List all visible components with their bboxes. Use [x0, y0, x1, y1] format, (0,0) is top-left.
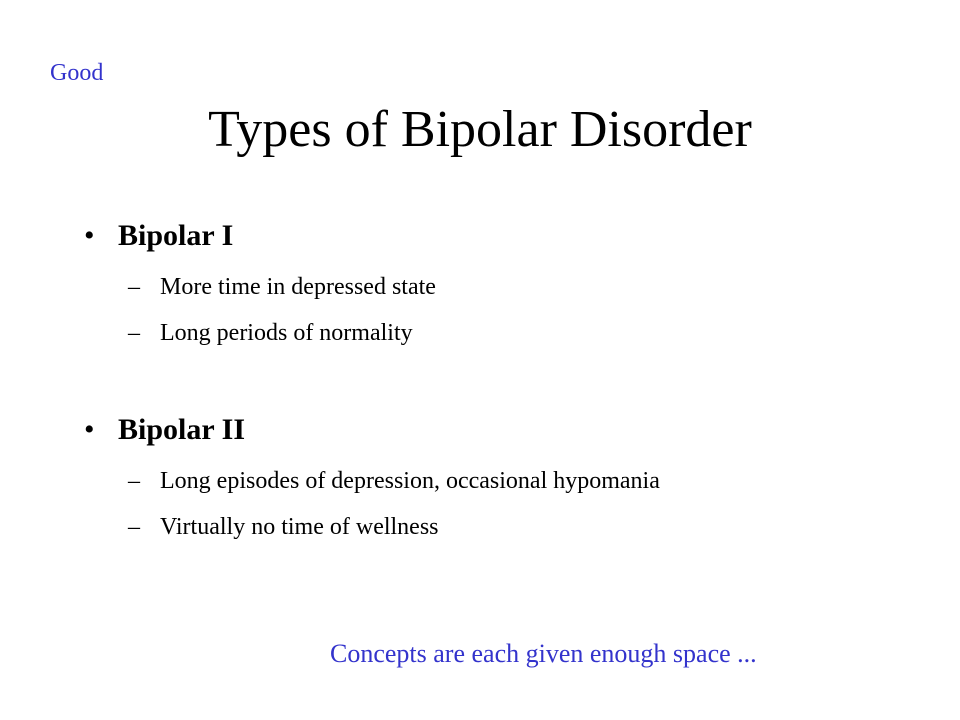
- sub-item: [128, 318, 413, 348]
- sub-item: [128, 272, 436, 302]
- sub-item: [128, 512, 439, 542]
- bullet-dot-icon: •: [84, 413, 95, 446]
- bullet-label: Bipolar I: [118, 219, 234, 252]
- dash-icon: –: [128, 514, 140, 540]
- bullet-item: [84, 218, 233, 254]
- corner-note: Good: [50, 60, 104, 86]
- sub-item: [128, 466, 660, 496]
- sub-item-text: More time in depressed state: [160, 274, 436, 300]
- sub-item-text: Long periods of normality: [160, 320, 413, 346]
- bullet-item: [84, 412, 245, 448]
- bullet-label: Bipolar II: [118, 413, 245, 446]
- dash-icon: –: [128, 274, 140, 300]
- footer-note: Concepts are each given enough space ...: [330, 639, 757, 668]
- sub-item-text: Long episodes of depression, occasional hypomania: [160, 468, 660, 494]
- bullet-dot-icon: •: [84, 219, 95, 252]
- dash-icon: –: [128, 468, 140, 494]
- dash-icon: –: [128, 320, 140, 346]
- slide-title: Types of Bipolar Disorder: [208, 101, 752, 158]
- sub-item-text: Virtually no time of wellness: [160, 514, 439, 540]
